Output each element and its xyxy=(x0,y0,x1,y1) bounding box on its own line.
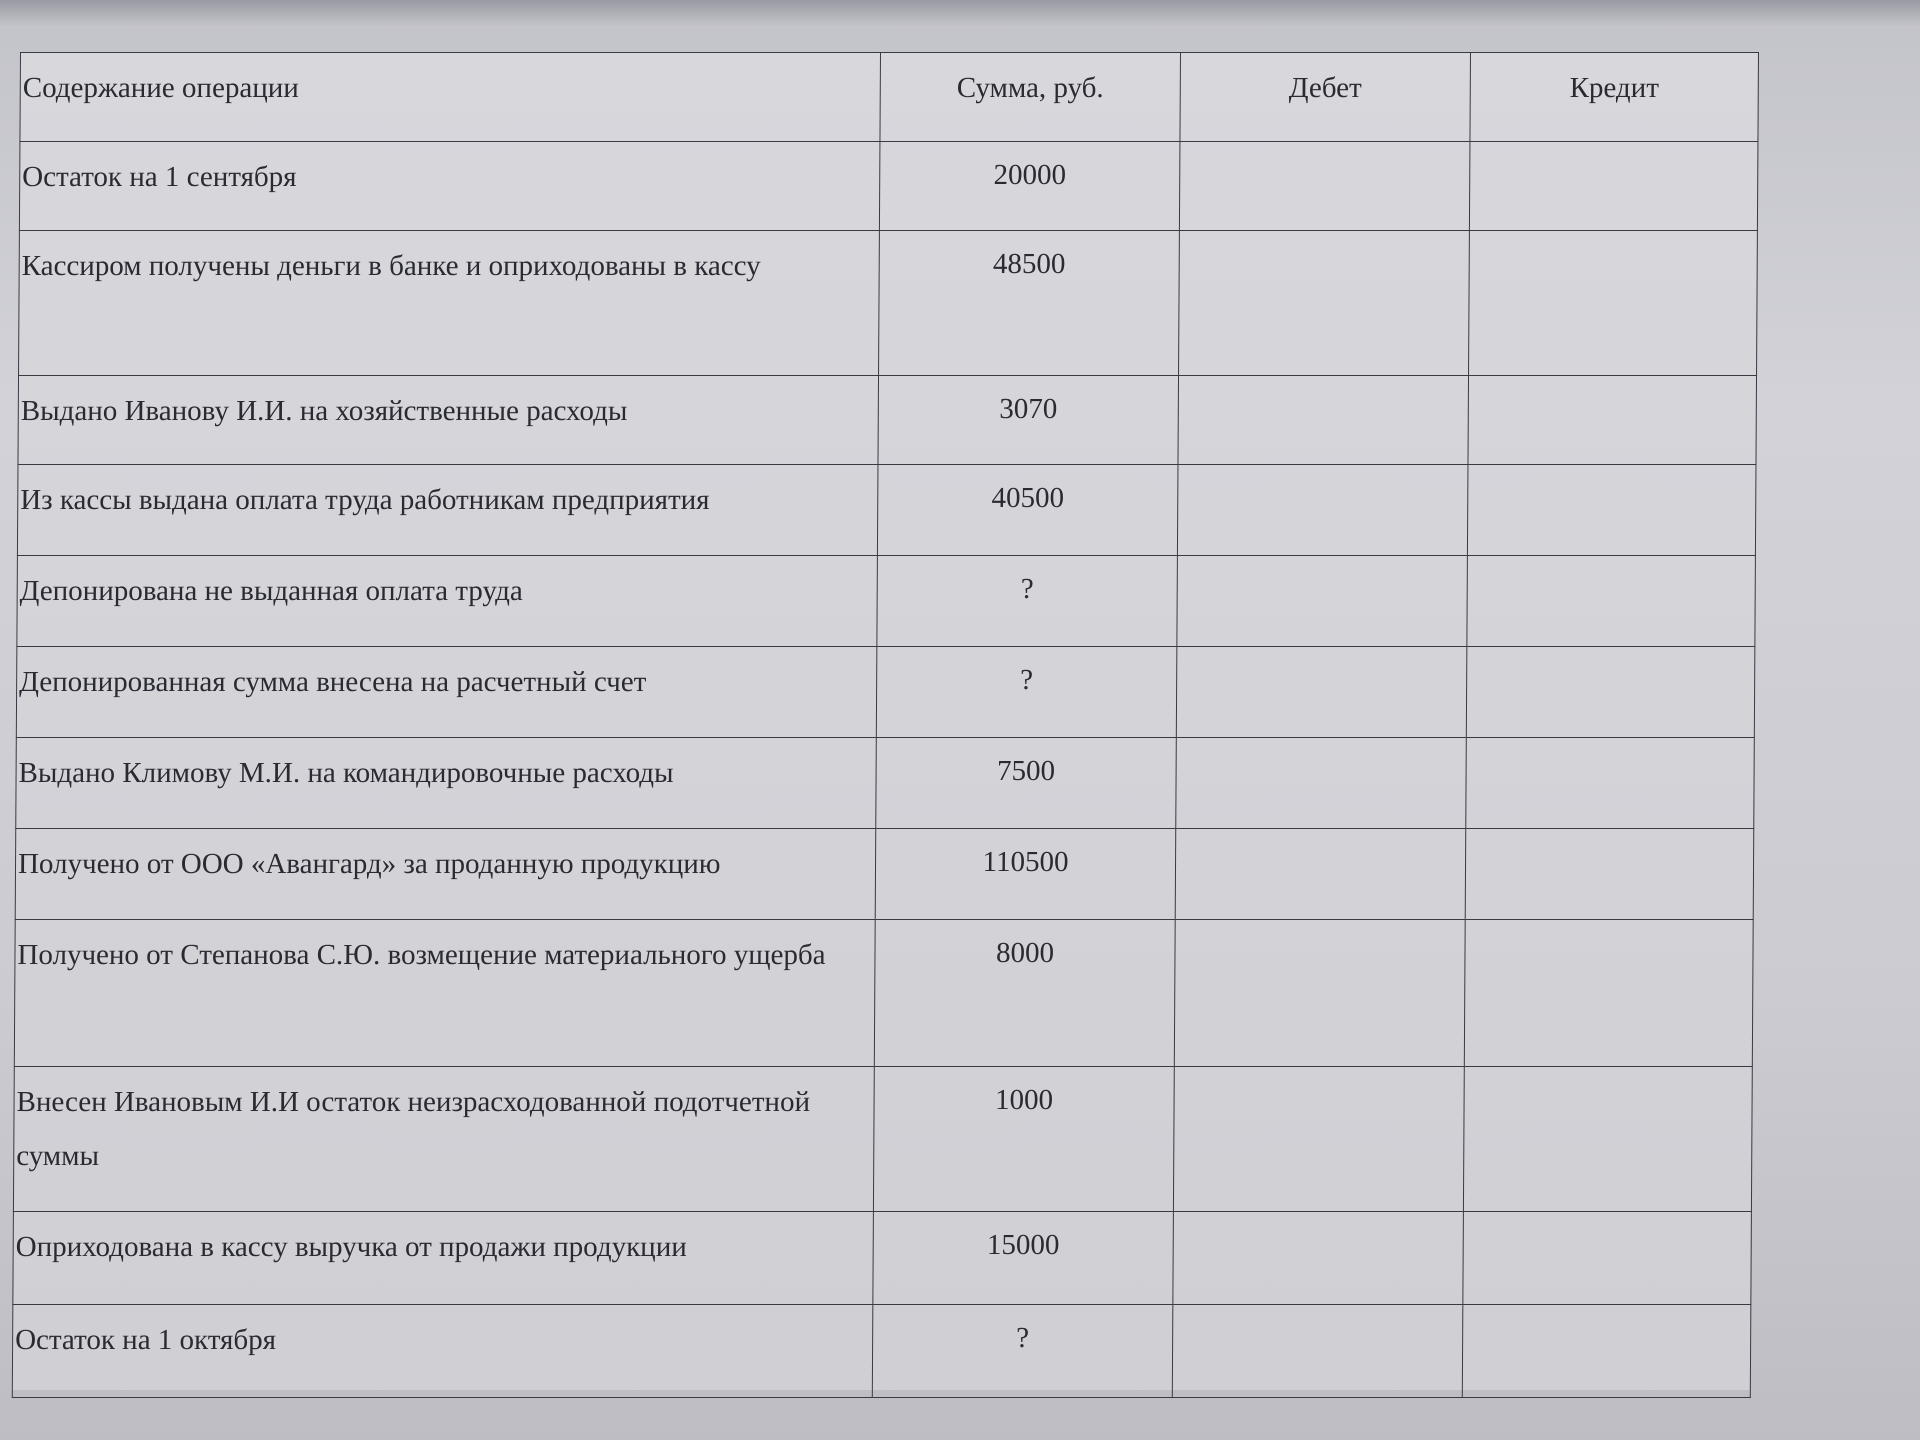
credit-cell xyxy=(1464,920,1753,1067)
operation-cell: Получено от Степанова С.Ю. возмещение материального ущерба xyxy=(14,920,875,1067)
table-row xyxy=(18,376,1757,465)
amount-cell: 40500 xyxy=(877,465,1178,556)
header-operation: Содержание операции xyxy=(20,53,881,142)
credit-cell xyxy=(1465,829,1754,920)
table-row xyxy=(15,829,1754,920)
table-row xyxy=(19,231,1758,376)
debit-cell xyxy=(1172,1305,1463,1398)
table-row xyxy=(12,1305,1751,1398)
operation-cell: Оприходована в кассу выручка от продажи продукции xyxy=(13,1212,874,1305)
table-row xyxy=(14,920,1753,1067)
table-row xyxy=(17,556,1756,647)
amount-cell: 8000 xyxy=(874,920,1175,1067)
table-header-row xyxy=(20,53,1759,142)
table-row xyxy=(19,142,1758,231)
amount-cell: 3070 xyxy=(878,376,1179,465)
operation-cell: Депонированная сумма внесена на расчетный счет xyxy=(16,647,877,738)
document-page xyxy=(12,52,1758,1390)
screen-top-edge xyxy=(0,0,1920,28)
credit-cell xyxy=(1467,556,1756,647)
debit-cell xyxy=(1179,231,1470,376)
debit-cell xyxy=(1176,738,1467,829)
header-amount: Сумма, руб. xyxy=(880,53,1181,142)
credit-cell xyxy=(1469,231,1758,376)
debit-cell xyxy=(1173,1212,1464,1305)
header-credit: Кредит xyxy=(1470,53,1759,142)
amount-cell: ? xyxy=(872,1305,1173,1398)
table-row xyxy=(17,465,1756,556)
credit-cell xyxy=(1469,142,1758,231)
debit-cell xyxy=(1176,647,1467,738)
operation-cell: Получено от ООО «Авангард» за проданную продукцию xyxy=(15,829,876,920)
cash-operations-table xyxy=(12,52,1759,1398)
header-debit: Дебет xyxy=(1180,53,1471,142)
debit-cell xyxy=(1177,465,1468,556)
credit-cell xyxy=(1463,1212,1752,1305)
operation-cell: Остаток на 1 октября xyxy=(12,1305,873,1398)
amount-cell: 48500 xyxy=(879,231,1180,376)
operation-cell: Внесен Ивановым И.И остаток неизрасходованной подотчетной суммы xyxy=(13,1067,874,1212)
amount-cell: 110500 xyxy=(875,829,1176,920)
debit-cell xyxy=(1175,829,1466,920)
debit-cell xyxy=(1173,1067,1464,1212)
credit-cell xyxy=(1468,376,1757,465)
operation-cell: Выдано Иванову И.И. на хозяйственные расходы xyxy=(18,376,879,465)
amount-cell: ? xyxy=(876,647,1177,738)
amount-cell: 20000 xyxy=(879,142,1180,231)
table-row xyxy=(16,738,1755,829)
debit-cell xyxy=(1179,142,1470,231)
table-row xyxy=(13,1067,1752,1212)
amount-cell: 7500 xyxy=(876,738,1177,829)
operation-cell: Из кассы выдана оплата труда работникам предприятия xyxy=(17,465,878,556)
operation-cell: Выдано Климову М.И. на командировочные расходы xyxy=(16,738,877,829)
operation-cell: Депонирована не выданная оплата труда xyxy=(17,556,878,647)
credit-cell xyxy=(1463,1067,1752,1212)
credit-cell xyxy=(1467,465,1756,556)
debit-cell xyxy=(1178,376,1469,465)
amount-cell: 15000 xyxy=(873,1212,1174,1305)
debit-cell xyxy=(1174,920,1465,1067)
table-row xyxy=(16,647,1755,738)
credit-cell xyxy=(1466,738,1755,829)
credit-cell xyxy=(1466,647,1755,738)
operation-cell: Остаток на 1 сентября xyxy=(19,142,880,231)
credit-cell xyxy=(1462,1305,1751,1398)
amount-cell: 1000 xyxy=(873,1067,1174,1212)
amount-cell: ? xyxy=(877,556,1178,647)
debit-cell xyxy=(1177,556,1468,647)
operation-cell: Кассиром получены деньги в банке и оприходованы в кассу xyxy=(19,231,880,376)
table-row xyxy=(13,1212,1752,1305)
